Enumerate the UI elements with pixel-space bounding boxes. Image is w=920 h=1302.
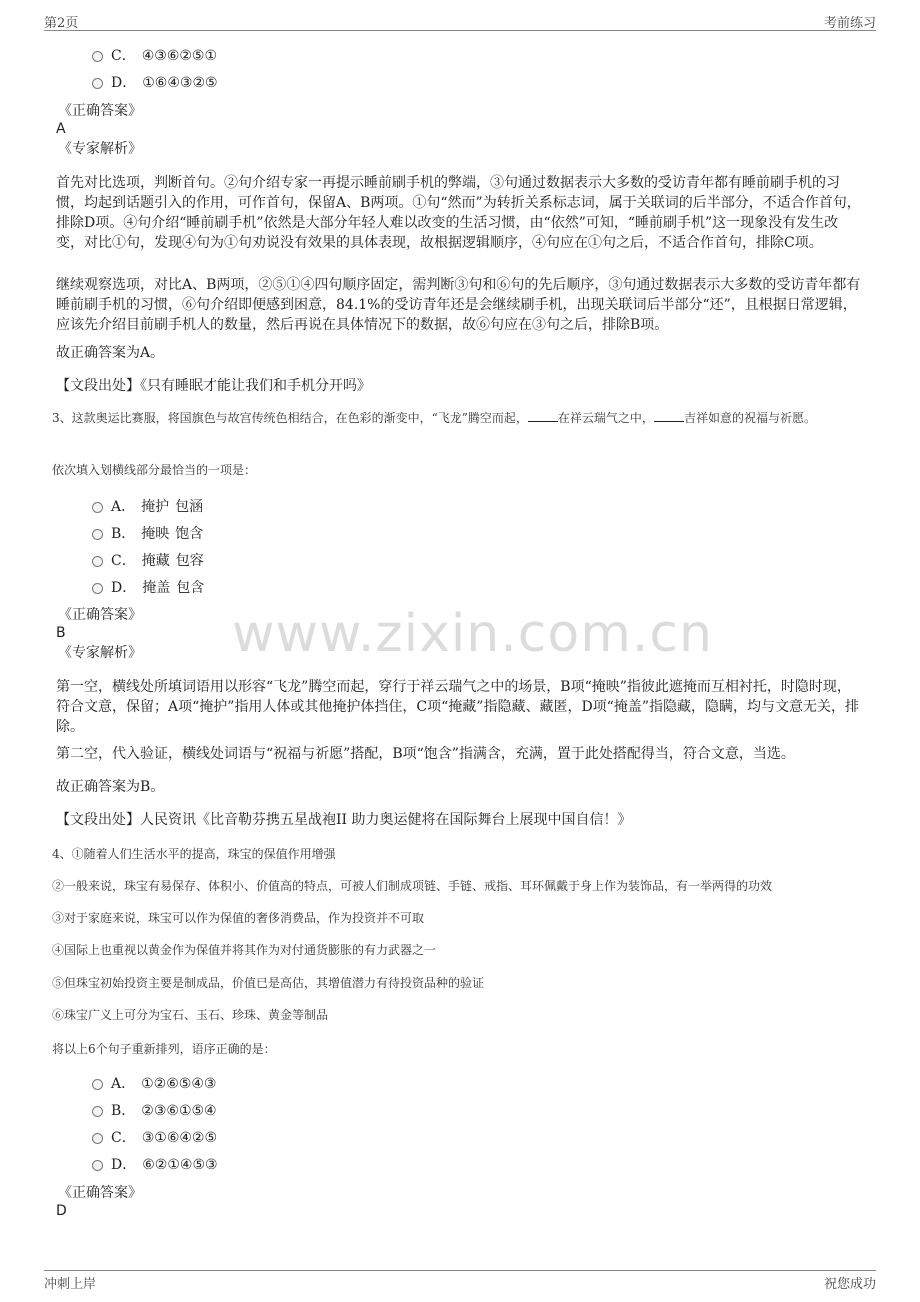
option-text: ③①⑥④②⑤ [141,1130,218,1146]
q4-sentence-5: ⑤但珠宝初始投资主要是制成品，价值已是高估，其增值潜力有待投资品种的验证 [52,976,485,990]
q2-analysis-label: 《专家解析》 [58,141,142,157]
q4-answer: D [56,1203,67,1219]
option-key: B． [111,1103,136,1119]
q3-analysis-p3: 故正确答案为B。 [56,779,165,795]
page-number: 第2页 [44,16,79,31]
q2-answer: A [56,121,66,137]
q2-analysis-p1: 首先对比选项，判断首句。②句介绍专家一再提示睡前刷手机的弊端，③句通过数据表示大多数的受访青年都有睡前刷手机的习惯，均起到话题引入的作用，可作首句，保留A、B两项。①句“然而”为转折关系标志词，属于关联词的后半部分，不适合作首句，排除D项。④句介绍“睡前刷手机”依然是大部分年轻人难以改变的生活习惯，由“依然”可知，“睡前刷手机”这一现象没有发生改变，对比①句，发现④句为①句劝说没有效果的具体表现，故根据逻辑顺序，④句应在①句之后，不适合作首句，排除C项。 [56,175,861,251]
radio-icon[interactable] [92,1106,103,1117]
radio-icon[interactable] [92,529,103,540]
option-key: A． [111,1076,136,1092]
q4-sentence-6: ⑥珠宝广义上可分为宝石、玉石、珍珠、黄金等制品 [52,1008,329,1022]
option-text: ⑥②①④⑤③ [142,1157,218,1173]
fill-blank-1 [528,410,558,422]
option-word-1: 掩盖 [142,580,171,596]
option-key: D． [111,1157,137,1173]
option-text: ②③⑥①⑤④ [141,1103,217,1119]
option-word-1: 掩藏 [141,553,170,569]
q4-answer-label: 《正确答案》 [58,1185,142,1201]
q2-option-d[interactable] [92,73,218,93]
option-key: C． [111,1130,136,1146]
footer-left: 冲刺上岸 [44,1277,97,1292]
q4-option-d[interactable] [92,1155,218,1175]
option-word-1: 掩映 [141,526,170,542]
option-word-1: 掩护 [141,499,170,515]
option-text: ④③⑥②⑤① [141,48,218,64]
page-footer [44,1270,876,1293]
page-header [44,12,876,31]
q4-sentence-1: 4、①随着人们生活水平的提高，珠宝的保值作用增强 [52,847,336,861]
q2-option-c[interactable] [92,46,217,66]
fill-blank-2 [654,410,684,422]
radio-icon[interactable] [92,78,103,89]
q3-answer-label: 《正确答案》 [58,607,142,623]
radio-icon[interactable] [92,556,103,567]
q3-stem-part1: 3、这款奥运比赛服，将国旗色与故宫传统色相结合，在色彩的渐变中，“飞龙”腾空而起， [52,411,528,425]
option-word-2: 包涵 [175,499,204,515]
option-key: B． [111,526,136,542]
option-text: ①⑥④③②⑤ [142,75,218,91]
option-text: ①②⑥⑤④③ [141,1076,217,1092]
option-key: D． [111,75,137,91]
q3-option-a[interactable] [92,497,203,517]
q3-option-c[interactable] [92,551,204,571]
q2-answer-label: 《正确答案》 [58,103,142,119]
q4-sentence-3: ③对于家庭来说，珠宝可以作为保值的奢侈消费品，作为投资并不可取 [52,911,425,925]
option-key: A． [111,499,136,515]
option-key: D． [111,580,137,596]
q4-option-b[interactable] [92,1101,217,1121]
q3-analysis-p1: 第一空，横线处所填词语用以形容“飞龙”腾空而起，穿行于祥云瑞气之中的场景，B项“掩映”指彼此遮掩而互相衬托，时隐时现，符合文意，保留；A项“掩护”指用人体或其他掩护体挡住，C项“掩藏”指隐藏、藏匿，D项“掩盖”指隐藏，隐瞒，均与文意无关，排除。 [56,679,859,735]
footer-right: 祝您成功 [823,1277,876,1292]
radio-icon[interactable] [92,51,103,62]
q3-answer: B [56,625,66,641]
q4-option-a[interactable] [92,1074,216,1094]
q3-stem-part2: 在祥云瑞气之中， [557,411,654,425]
option-word-2: 包容 [175,553,204,569]
q3-analysis-p2: 第二空，代入验证，横线处词语与“祝福与祈愿”搭配，B项“饱含”指满含，充满，置于此处搭配得当，符合文意，当选。 [56,746,795,762]
radio-icon[interactable] [92,502,103,513]
option-key: C． [111,553,136,569]
q3-option-d[interactable] [92,578,204,598]
q3-stem [52,409,862,428]
q2-source: 【文段出处】《只有睡眠才能让我们和手机分开吗》 [56,378,371,394]
radio-icon[interactable] [92,1133,103,1144]
q4-sentence-2: ②一般来说，珠宝有易保存、体积小、价值高的特点，可被人们制成项链、手链、戒指、耳环佩戴于身上作为装饰品，有一举两得的功效 [52,879,773,893]
q2-analysis-p3: 故正确答案为A。 [56,345,165,361]
q3-option-b[interactable] [92,524,203,544]
radio-icon[interactable] [92,1079,103,1090]
q4-sentence-4: ④国际上也重视以黄金作为保值并将其作为对付通货膨胀的有力武器之一 [52,943,437,957]
q3-stem-part3: 吉祥如意的祝福与祈愿。 [683,411,816,425]
q3-analysis-label: 《专家解析》 [58,645,142,661]
option-word-2: 饱含 [175,526,204,542]
option-word-2: 包含 [176,580,205,596]
watermark: www.zixin.com.cn [232,604,713,664]
radio-icon[interactable] [92,583,103,594]
q3-prompt: 依次填入划横线部分最恰当的一项是： [52,463,257,477]
q4-option-c[interactable] [92,1128,217,1148]
q4-prompt: 将以上6个句子重新排列，语序正确的是： [52,1042,276,1056]
header-title: 考前练习 [823,16,876,31]
q2-analysis-p2: 继续观察选项，对比A、B两项，②⑤①④四句顺序固定，需判断③句和⑥句的先后顺序，③句通过数据表示大多数的受访青年都有睡前刷手机的习惯，⑥句介绍即便感到困意，84.1%的受访青年还是会继续刷手机，出现关联词后半部分“还”，且根据日常逻辑，应该先介绍目前刷手机人的数量，然后再说在具体情况下的数据，故⑥句应在③句之后，排除B项。 [56,277,861,333]
q3-source: 【文段出处】人民资讯《比音勒芬携五星战袍II 助力奥运健将在国际舞台上展现中国自信！》 [56,812,632,828]
option-key: C． [111,48,136,64]
radio-icon[interactable] [92,1160,103,1171]
